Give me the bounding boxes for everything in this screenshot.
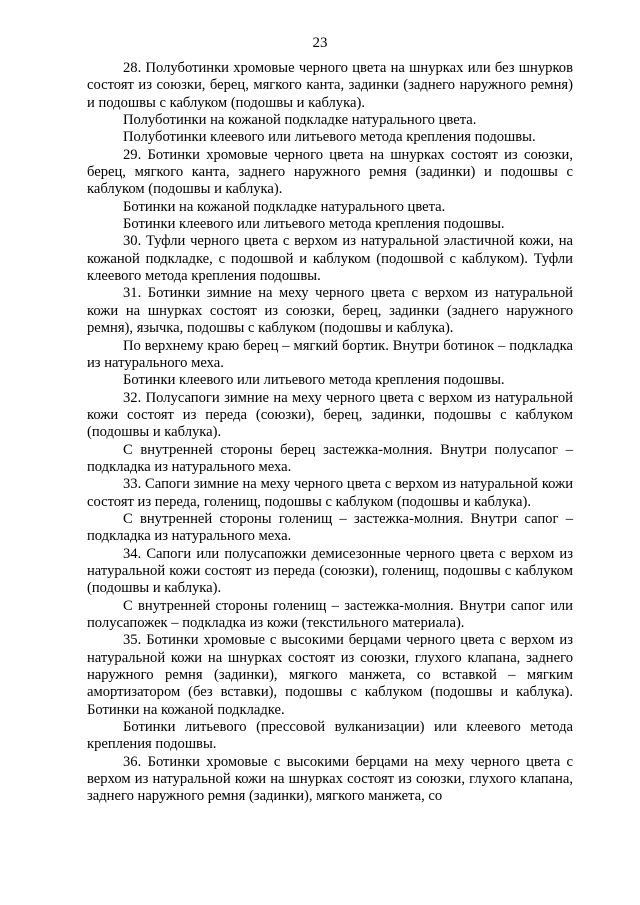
paragraph-28-sole: Полуботинки клеевого или литьевого метода крепления подошвы. <box>123 129 536 146</box>
paragraph-31: 31. Ботинки зимние на меху черного цвета с верхом из натуральной кожи на шнурках состоят из союзки, берец, задинки (заднего наружного ремня), язычка, подошвы с каблуком (подошвы и каблука). <box>87 285 573 337</box>
paragraph-32-zipper: С внутренней стороны берец застежка-молния. Внутри полусапог – подкладка из натурального меха. <box>87 441 573 475</box>
paragraph-29: 29. Ботинки хромовые черного цвета на шнурках состоят из союзки, берец, мягкого канта, заднего наружного ремня (задинки) и подошвы с каблуком (подошвы и каблука). <box>87 146 573 198</box>
paragraph-29-lining: Ботинки на кожаной подкладке натурального цвета. <box>123 198 446 215</box>
page-number: 23 <box>312 35 328 51</box>
paragraph-33: 33. Сапоги зимние на меху черного цвета с верхом из натуральной кожи состоят из переда, голенищ, подошвы с каблуком (подошвы и каблука). <box>87 476 573 510</box>
paragraph-34-zipper: С внутренней стороны голенищ – застежка-молния. Внутри сапог или полусапожек – подкладка из кожи (текстильного материала). <box>87 597 573 631</box>
paragraph-28: 28. Полуботинки хромовые черного цвета на шнурках или без шнурков состоят из союзки, берец, мягкого канта, задинки (заднего наружного ремня) и подошвы с каблуком (подошвы и каблука). <box>87 60 573 111</box>
paragraph-35-sole: Ботинки литьевого (прессовой вулканизации) или клеевого метода крепления подошвы. <box>87 719 573 753</box>
paragraph-28-lining: Полуботинки на кожаной подкладке натурального цвета. <box>123 112 477 129</box>
paragraph-36: 36. Ботинки хромовые с высокими берцами на меху черного цвета с верхом из натуральной кожи на шнурках состоят из союзки, глухого клапана, заднего наружного ремня (задинки), мягкого манжета, со <box>87 753 573 805</box>
body-text <box>87 60 573 806</box>
paragraph-31-sole: Ботинки клеевого или литьевого метода крепления подошвы. <box>123 372 505 389</box>
paragraph-30: 30. Туфли черного цвета с верхом из натуральной эластичной кожи, на кожаной подкладке, с подошвой и каблуком (подошвой с каблуком). Туфли клеевого метода крепления подошвы. <box>87 233 573 285</box>
paragraph-31-edge: По верхнему краю берец – мягкий бортик. Внутри ботинок – подкладка из натурального меха. <box>87 337 573 371</box>
paragraph-32: 32. Полусапоги зимние на меху черного цвета с верхом из натуральной кожи состоят из переда (союзки), берец, задинки, подошвы с каблуком (подошвы и каблука). <box>87 389 573 441</box>
paragraph-35: 35. Ботинки хромовые с высокими берцами черного цвета с верхом из натуральной кожи на шнурках состоят из союзки, глухого клапана, заднего наружного ремня (задинки), мягкого манжета, со вставкой – мягким амортизатором (без вставки), подошвы с каблуком (подошвы и каблука). Ботинки на кожаной подкладке. <box>87 632 573 718</box>
paragraph-29-sole: Ботинки клеевого или литьевого метода крепления подошвы. <box>123 216 505 233</box>
paragraph-33-zipper: С внутренней стороны голенищ – застежка-молния. Внутри сапог – подкладка из натурального меха. <box>87 510 573 545</box>
paragraph-34: 34. Сапоги или полусапожки демисезонные черного цвета с верхом из натуральной кожи состоят из переда (союзки), голенищ, подошвы с каблуком (подошвы и каблука). <box>87 545 573 597</box>
